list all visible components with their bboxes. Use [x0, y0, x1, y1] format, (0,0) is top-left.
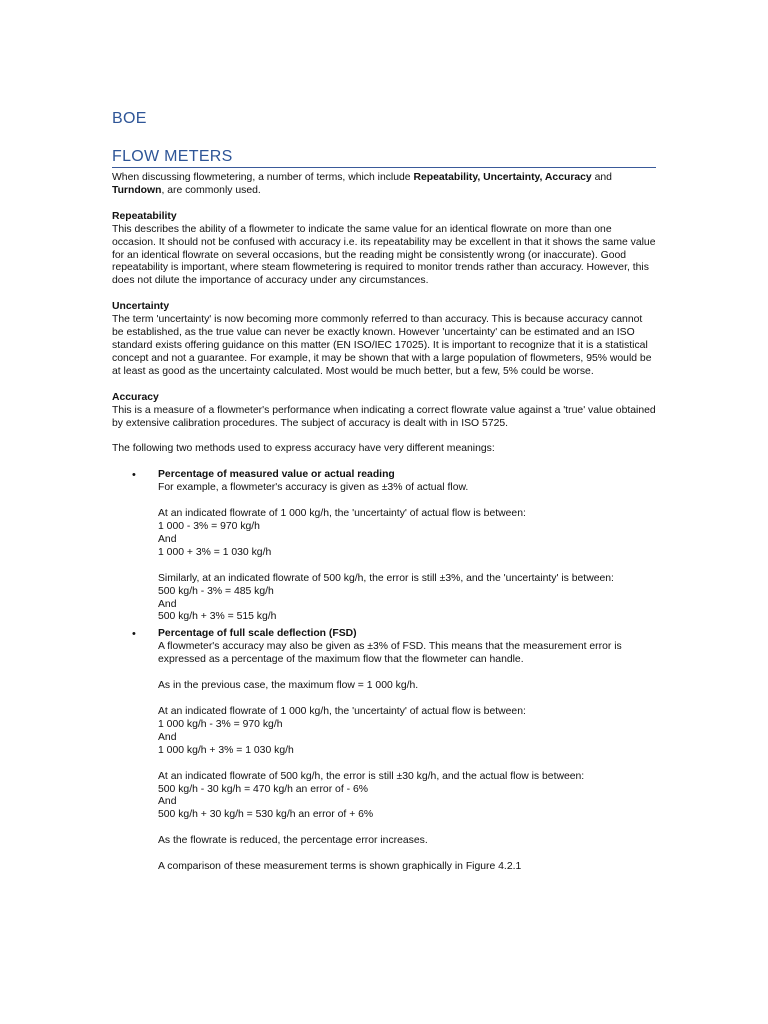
- bullet-line: At an indicated flowrate of 500 kg/h, the error is still ±30 kg/h, and the actual flow is between:: [158, 770, 585, 782]
- uncertainty-section: [112, 301, 656, 378]
- bullet-line: 1 000 - 3% = 970 kg/h: [158, 521, 260, 533]
- bullet-paragraph: [158, 771, 656, 823]
- bullet-paragraph: [158, 573, 656, 625]
- bullet-paragraph: [158, 706, 656, 758]
- bullet-line: As the flowrate is reduced, the percentage error increases.: [158, 835, 428, 847]
- repeatability-heading: Repeatability: [112, 210, 177, 222]
- intro-text-1: When discussing flowmetering, a number of terms, which include: [112, 172, 414, 183]
- repeatability-text: This describes the ability of a flowmeter to indicate the same value for an identical flowrate on more than one occasion. It should not be confused with accuracy i.e. its repeatability may be excellent in that it shows the same value for an identical flowrate on several occasions, but the reading might be consistently wrong (or inaccurate). Good repeatability is important, where steam flowmetering is required to monitor trends rather than accuracy. However, this does not dilute the importance of accuracy under any circumstances.: [112, 223, 656, 287]
- bullet-dot-icon: •: [132, 469, 136, 482]
- bullet-paragraph: [158, 482, 656, 495]
- bullet-paragraph: [158, 641, 656, 667]
- bullet-line: 500 kg/h - 30 kg/h = 470 kg/h an error of - 6%: [158, 783, 368, 795]
- bullet-title: Percentage of measured value or actual reading: [158, 469, 395, 481]
- bullet-line: Similarly, at an indicated flowrate of 500 kg/h, the error is still ±3%, and the 'uncertainty' is between:: [158, 572, 614, 584]
- intro-bold-turndown: Turndown: [112, 184, 162, 196]
- bullet-paragraph: [158, 861, 656, 874]
- bullet-paragraph: [158, 508, 656, 560]
- intro-paragraph: [112, 172, 656, 198]
- bullet-line: 500 kg/h + 3% = 515 kg/h: [158, 611, 277, 623]
- intro-text-2: and: [591, 172, 612, 183]
- bullet-paragraph: [158, 835, 656, 848]
- bullet-line: 1 000 kg/h - 3% = 970 kg/h: [158, 718, 283, 730]
- bullet-line: At an indicated flowrate of 1 000 kg/h, the 'uncertainty' of actual flow is between:: [158, 706, 526, 717]
- bullet-line: For example, a flowmeter's accuracy is given as ±3% of actual flow.: [158, 482, 469, 494]
- intro-bold-terms: Repeatability, Uncertainty, Accuracy: [413, 172, 592, 183]
- bullet-line: 500 kg/h - 3% = 485 kg/h: [158, 585, 274, 597]
- accuracy-heading: Accuracy: [112, 391, 159, 403]
- bullet-title: Percentage of full scale deflection (FSD): [158, 628, 357, 640]
- accuracy-text: This is a measure of a flowmeter's performance when indicating a correct flowrate value against a 'true' value obtained by extensive calibration procedures. The subject of accuracy is dealt with in ISO 5725.: [112, 404, 656, 429]
- bullet-dot-icon: •: [132, 628, 136, 641]
- bullet-line: 500 kg/h + 30 kg/h = 530 kg/h an error of + 6%: [158, 809, 374, 821]
- bullet-line: As in the previous case, the maximum flow = 1 000 kg/h.: [158, 680, 419, 692]
- methods-intro: The following two methods used to express accuracy have very different meanings:: [112, 443, 495, 455]
- bullet-line: And: [158, 731, 177, 743]
- doc-title: BOE: [112, 110, 147, 127]
- bullet-line: 1 000 + 3% = 1 030 kg/h: [158, 546, 272, 558]
- intro-text-3: , are commonly used.: [161, 184, 261, 196]
- document-body: [112, 172, 656, 878]
- bullet-item: [112, 628, 656, 874]
- repeatability-section: [112, 211, 656, 288]
- uncertainty-text: The term 'uncertainty' is now becoming more commonly referred to than accuracy. This is because accuracy cannot be established, as the true value can never be exactly known. However 'uncertainty' can be estimated and an ISO standard exists offering guidance on this matter (EN ISO/IEC 17025). It is important to recognize that it is a statistical concept and not a guarantee. For example, it may be shown that with a large population of flowmeters, 95% would be at least as good as the uncertainty calculated. Most would be much better, but a few, 5% could be worse.: [112, 314, 652, 377]
- bullet-item: [112, 469, 656, 624]
- bullet-line: A flowmeter's accuracy may also be given as ±3% of FSD. This means that the measurement error is expressed as a percentage of the maximum flow that the flowmeter can handle.: [158, 641, 622, 666]
- bullet-line: At an indicated flowrate of 1 000 kg/h, the 'uncertainty' of actual flow is between:: [158, 508, 526, 520]
- bullet-paragraph: [158, 680, 656, 693]
- bullet-line: And: [158, 598, 177, 610]
- bullet-line: 1 000 kg/h + 3% = 1 030 kg/h: [158, 744, 294, 756]
- uncertainty-heading: Uncertainty: [112, 301, 170, 313]
- section-title: FLOW METERS: [112, 148, 656, 168]
- bullet-line: And: [158, 796, 177, 808]
- bullet-line: And: [158, 533, 177, 545]
- accuracy-section: [112, 392, 656, 431]
- bullet-line: A comparison of these measurement terms is shown graphically in Figure 4.2.1: [158, 861, 522, 873]
- bullet-list: [112, 469, 656, 874]
